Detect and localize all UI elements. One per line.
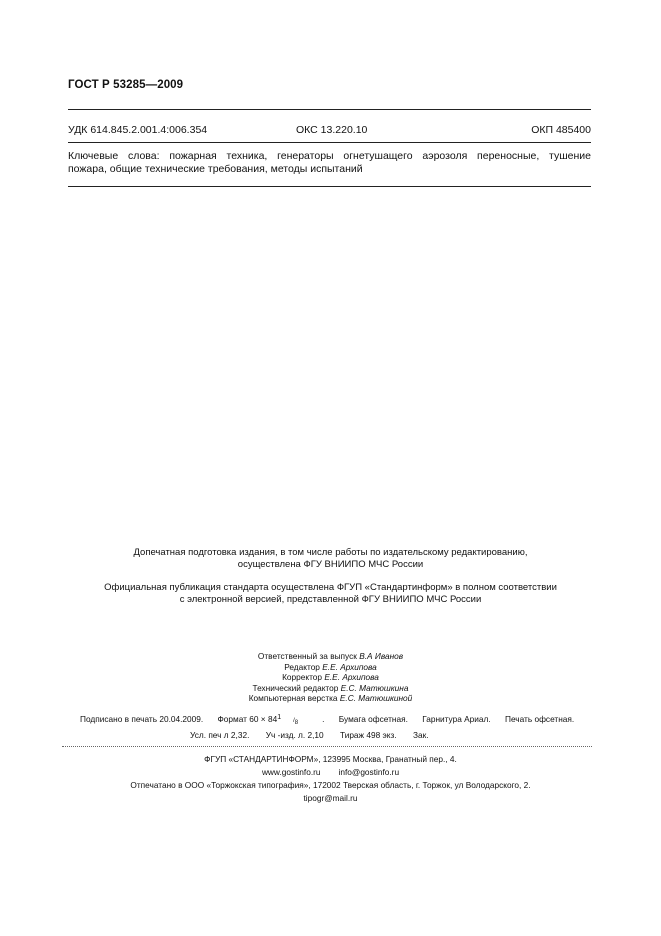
format-fraction: 1 /8: [277, 714, 299, 726]
imprint-row-1: [80, 714, 586, 724]
keywords-line-2: пожара, общие технические требования, методы испытаний: [68, 163, 363, 175]
staff-person: Е.С. Матюшкиной: [339, 693, 413, 703]
staff-person: Е.Е. Архипова: [324, 672, 379, 682]
staff-role: Технический редактор: [252, 682, 339, 693]
publisher-email-link[interactable]: info@gostinfo.ru: [338, 767, 400, 777]
preparation-line-2: осуществлена ФГУ ВНИИПО МЧС России: [237, 559, 424, 570]
signed-date: Подписано в печать 20.04.2009.: [80, 714, 204, 724]
document-title: ГОСТ Р 53285—2009: [68, 79, 184, 91]
staff-role: Редактор: [284, 661, 320, 672]
keywords: [68, 150, 591, 176]
official-line-1: Официальная публикация стандарта осуществлена ФГУП «Стандартинформ» в полном соответствии: [104, 582, 557, 593]
staff-row: [0, 693, 661, 704]
publisher-info: [0, 753, 661, 805]
staff-row: [0, 651, 661, 662]
staff-role: Ответственный за выпуск: [257, 651, 357, 661]
paper-format: Формат 60 × 841 /8 .: [217, 714, 325, 726]
udk-code: УДК 614.845.2.001.4:006.354: [68, 124, 208, 136]
printer-address: Отпечатано в ООО «Торжокская типография», 172002 Тверская область, г. Торжок, ул Володарского, 2.: [130, 780, 531, 790]
printing-type: Печать офсетная.: [505, 714, 575, 724]
print-run: Тираж 498 экз.: [339, 730, 397, 740]
staff-person: В.А Иванов: [359, 651, 404, 661]
printed-sheets: Усл. печ л 2,32.: [190, 730, 250, 740]
okp-code: ОКП 485400: [531, 124, 591, 136]
staff-row: [0, 672, 661, 683]
staff-row: [0, 662, 661, 673]
publisher-site-link[interactable]: www.gostinfo.ru: [261, 767, 321, 777]
keywords-line-1: Ключевые слова: пожарная техника, генераторы огнетушащего аэрозоля переносные, тушение: [68, 150, 591, 162]
official-line-2: с электронной версией, представленной ФГУ ВНИИПО МЧС России: [179, 594, 482, 605]
top-divider: [68, 109, 591, 110]
staff-credits: [0, 651, 661, 704]
printer-email-link[interactable]: tipogr@mail.ru: [303, 793, 358, 803]
format-denominator: 8: [294, 720, 299, 726]
staff-person: Е.С. Матюшкина: [340, 682, 409, 693]
official-publication-note: [0, 582, 661, 606]
paper-type: Бумага офсетная.: [338, 714, 408, 724]
preparation-note: [0, 547, 661, 571]
staff-row: [0, 683, 661, 694]
imprint-divider: [62, 746, 592, 747]
staff-role: Компьютерная верстка: [248, 693, 338, 703]
staff-person: Е.Е. Архипова: [322, 661, 377, 672]
staff-role: Корректор: [282, 672, 323, 682]
publisher-contacts: [0, 766, 661, 779]
publisher-address: ФГУП «СТАНДАРТИНФОРМ», 123995 Москва, Гранатный пер., 4.: [204, 754, 457, 764]
oks-code: ОКС 13.220.10: [296, 124, 368, 136]
keywords-divider: [68, 186, 591, 187]
imprint-row-2: [190, 730, 443, 740]
order-number: Зак.: [412, 730, 429, 740]
publication-sheets: Уч -изд. л. 2,10: [265, 730, 324, 740]
codes-divider: [68, 142, 591, 143]
preparation-line-1: Допечатная подготовка издания, в том числе работы по издательскому редактированию,: [133, 547, 528, 558]
format-numerator: 1: [277, 714, 282, 721]
typeface: Гарнитура Ариал.: [422, 714, 491, 724]
